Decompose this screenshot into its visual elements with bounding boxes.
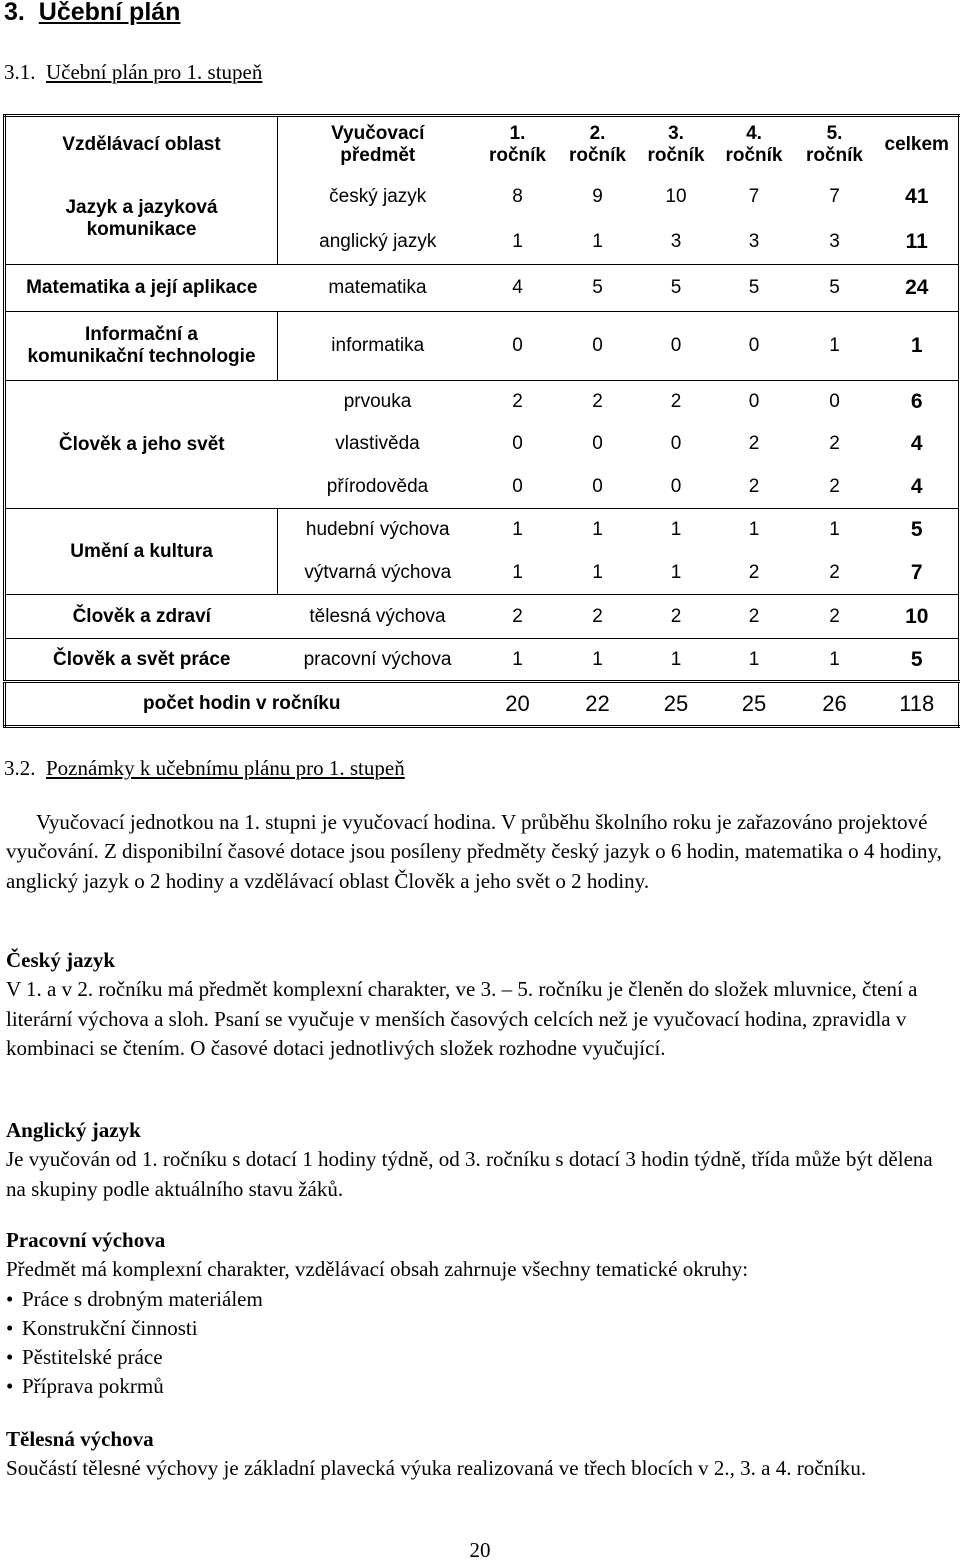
total-cell: 10: [876, 595, 960, 639]
total-cell: 41: [905, 185, 929, 208]
subject-cell: matematika: [278, 265, 478, 312]
value-cell: 2: [558, 381, 638, 423]
pracovni-text: Předmět má komplexní charakter, vzdělávací obsah zahrnuje všechny tematické okruhy:: [6, 1257, 749, 1282]
value-cell: 7: [829, 186, 840, 207]
notes-telesna: [6, 1425, 954, 1484]
value-cell: 1: [638, 639, 715, 682]
notes-cesky: [6, 946, 954, 1063]
telesna-heading: Tělesná výchova: [6, 1427, 154, 1451]
value-cell: 0: [592, 475, 603, 497]
page-number: 20: [469, 1538, 491, 1562]
subsection-number: 3.1.: [4, 60, 36, 84]
value-cell: 1: [512, 231, 523, 253]
subject-cell: český jazyk: [329, 186, 427, 207]
area-prace: Člověk a svět práce: [5, 639, 278, 682]
value-cell: 2: [748, 475, 760, 497]
list-item: • Pěstitelské práce: [6, 1343, 954, 1372]
intro-text: Vyučovací jednotkou na 1. stupni je vyučovací hodina. V průběhu školního roku je zařazováno projektové vyučování. Z disponibilní časové dotace jsou posíleny předměty český jazyk o 6 hodin, matematika o 4 hodiny, anglický jazyk o 2 hodiny a vzdělávací oblast Člověk a jeho svět o 2 hodiny.: [6, 810, 942, 893]
total-cell: 4: [910, 474, 923, 498]
subject-cell: informatika: [278, 312, 478, 381]
subject-cell: tělesná výchova: [278, 595, 478, 639]
value-cell: 1: [478, 639, 558, 682]
value-cell: 1: [512, 561, 523, 583]
area-ict: Informační a komunikační technologie: [5, 312, 278, 381]
header-grade-5: 5. ročník: [805, 123, 864, 167]
value-cell: 2: [748, 433, 760, 454]
subject-cell: vlastivěda: [335, 433, 420, 454]
value-cell: 2: [638, 381, 715, 423]
value-cell: 0: [670, 475, 682, 497]
total-cell: 5: [876, 639, 960, 682]
value-cell: 0: [715, 312, 794, 381]
subsection-number: 3.2.: [4, 756, 36, 780]
subject-cell: přírodověda: [326, 475, 429, 497]
value-cell: 2: [558, 595, 638, 639]
value-cell: 2: [829, 475, 840, 497]
area-umeni: Umění a kultura: [5, 509, 278, 595]
area-matematika: Matematika a její aplikace: [5, 265, 278, 312]
subsection-title: Učební plán pro 1. stupeň: [46, 60, 263, 84]
value-cell: 2: [715, 595, 794, 639]
total-cell: 1: [876, 312, 960, 381]
header-grade-2: 2. ročník: [568, 123, 627, 167]
section-heading: [4, 0, 180, 27]
value-cell: 0: [592, 433, 603, 454]
section-title: Učební plán: [38, 0, 181, 26]
header-grade-4: 4. ročník: [725, 123, 783, 167]
total-cell: 7: [910, 560, 923, 584]
footer-value: 26: [794, 682, 876, 727]
value-cell: 0: [478, 312, 558, 381]
value-cell: 5: [794, 265, 876, 312]
value-cell: 3: [748, 231, 760, 253]
value-cell: 0: [638, 312, 715, 381]
value-cell: 5: [715, 265, 794, 312]
subsection-heading-notes: [4, 756, 405, 781]
value-cell: 2: [794, 595, 876, 639]
subject-cell: výtvarná výchova: [304, 561, 452, 583]
anglicky-heading: Anglický jazyk: [6, 1118, 141, 1142]
value-cell: 1: [558, 509, 638, 552]
value-cell: 3: [670, 231, 682, 253]
subsection-heading-plan: [4, 60, 262, 85]
value-cell: 1: [794, 639, 876, 682]
total-cell: 4: [910, 432, 923, 455]
footer-total: 118: [876, 682, 960, 727]
notes-pracovni: [6, 1226, 954, 1402]
footer-value: 22: [558, 682, 638, 727]
value-cell: 0: [794, 381, 876, 423]
footer-value: 25: [715, 682, 794, 727]
header-grade-3: 3. ročník: [647, 123, 705, 167]
section-number: 3.: [4, 0, 25, 26]
notes-intro: [6, 808, 954, 896]
header-grade-1: 1. ročník: [488, 123, 547, 167]
subject-cell: hudební výchova: [278, 509, 478, 552]
value-cell: 1: [638, 509, 715, 552]
value-cell: 2: [829, 561, 840, 583]
anglicky-text: Je vyučován od 1. ročníku s dotací 1 hodiny týdně, od 3. ročníku s dotací 3 hodin týdně, třída může být dělena na skupiny podle aktuálního stavu žáků.: [6, 1147, 933, 1201]
curriculum-table: [3, 114, 960, 728]
value-cell: 7: [748, 186, 760, 207]
value-cell: 0: [558, 312, 638, 381]
value-cell: 5: [558, 265, 638, 312]
value-cell: 5: [638, 265, 715, 312]
header-subject: Vyučovací předmět: [331, 123, 425, 167]
header-total: celkem: [884, 134, 949, 156]
value-cell: 1: [478, 509, 558, 552]
value-cell: 1: [794, 312, 876, 381]
header-area: Vzdělávací oblast: [5, 116, 278, 174]
list-item: • Příprava pokrmů: [6, 1372, 954, 1401]
value-cell: 1: [794, 509, 876, 552]
total-cell: 5: [876, 509, 960, 552]
value-cell: 1: [592, 561, 603, 583]
total-cell: 6: [876, 381, 960, 423]
notes-anglicky: [6, 1116, 954, 1204]
value-cell: 4: [478, 265, 558, 312]
list-item: • Práce s drobným materiálem: [6, 1285, 954, 1314]
pracovni-list: [6, 1285, 954, 1402]
value-cell: 2: [478, 381, 558, 423]
pracovni-heading: Pracovní výchova: [6, 1228, 166, 1252]
area-zdravi: Člověk a zdraví: [5, 595, 278, 639]
value-cell: 2: [829, 433, 840, 454]
total-cell: 24: [876, 265, 960, 312]
value-cell: 1: [715, 639, 794, 682]
subject-cell: anglický jazyk: [319, 231, 437, 253]
value-cell: 1: [592, 231, 603, 253]
subject-cell: prvouka: [278, 381, 478, 423]
value-cell: 0: [512, 433, 523, 454]
value-cell: 10: [665, 186, 687, 207]
telesna-text: Součástí tělesné výchovy je základní plavecká výuka realizovaná ve třech blocích v 2., 3. a 4. ročníku.: [6, 1456, 867, 1481]
cesky-text: V 1. a v 2. ročníku má předmět komplexní charakter, ve 3. – 5. ročníku je členěn do složek mluvnice, čtení a literární výchova a sloh. Psaní se vyučuje v menších časových celcích než je vyučovací hodina, zpravidla v kombinaci se čtením. O časové dotaci jednotlivých složek rozhodne vyučující.: [6, 977, 918, 1060]
value-cell: 2: [748, 561, 760, 583]
value-cell: 2: [638, 595, 715, 639]
subsection-title: Poznámky k učebnímu plánu pro 1. stupeň: [46, 756, 405, 780]
footer-value: 25: [638, 682, 715, 727]
footer-label: počet hodin v ročníku: [5, 682, 478, 727]
area-jazyk: Jazyk a jazyková komunikace: [5, 174, 278, 265]
value-cell: 1: [670, 561, 682, 583]
total-cell: 11: [905, 230, 928, 254]
value-cell: 1: [558, 639, 638, 682]
value-cell: 2: [478, 595, 558, 639]
cesky-heading: Český jazyk: [6, 948, 116, 972]
subject-cell: pracovní výchova: [278, 639, 478, 682]
value-cell: 1: [715, 509, 794, 552]
value-cell: 0: [715, 381, 794, 423]
list-item: • Konstrukční činnosti: [6, 1314, 954, 1343]
value-cell: 3: [829, 231, 840, 253]
value-cell: 9: [592, 186, 603, 207]
footer-value: 20: [478, 682, 558, 727]
area-clovek-svet: Člověk a jeho svět: [5, 381, 278, 509]
value-cell: 8: [512, 186, 523, 207]
value-cell: 0: [670, 433, 682, 454]
value-cell: 0: [512, 475, 523, 497]
